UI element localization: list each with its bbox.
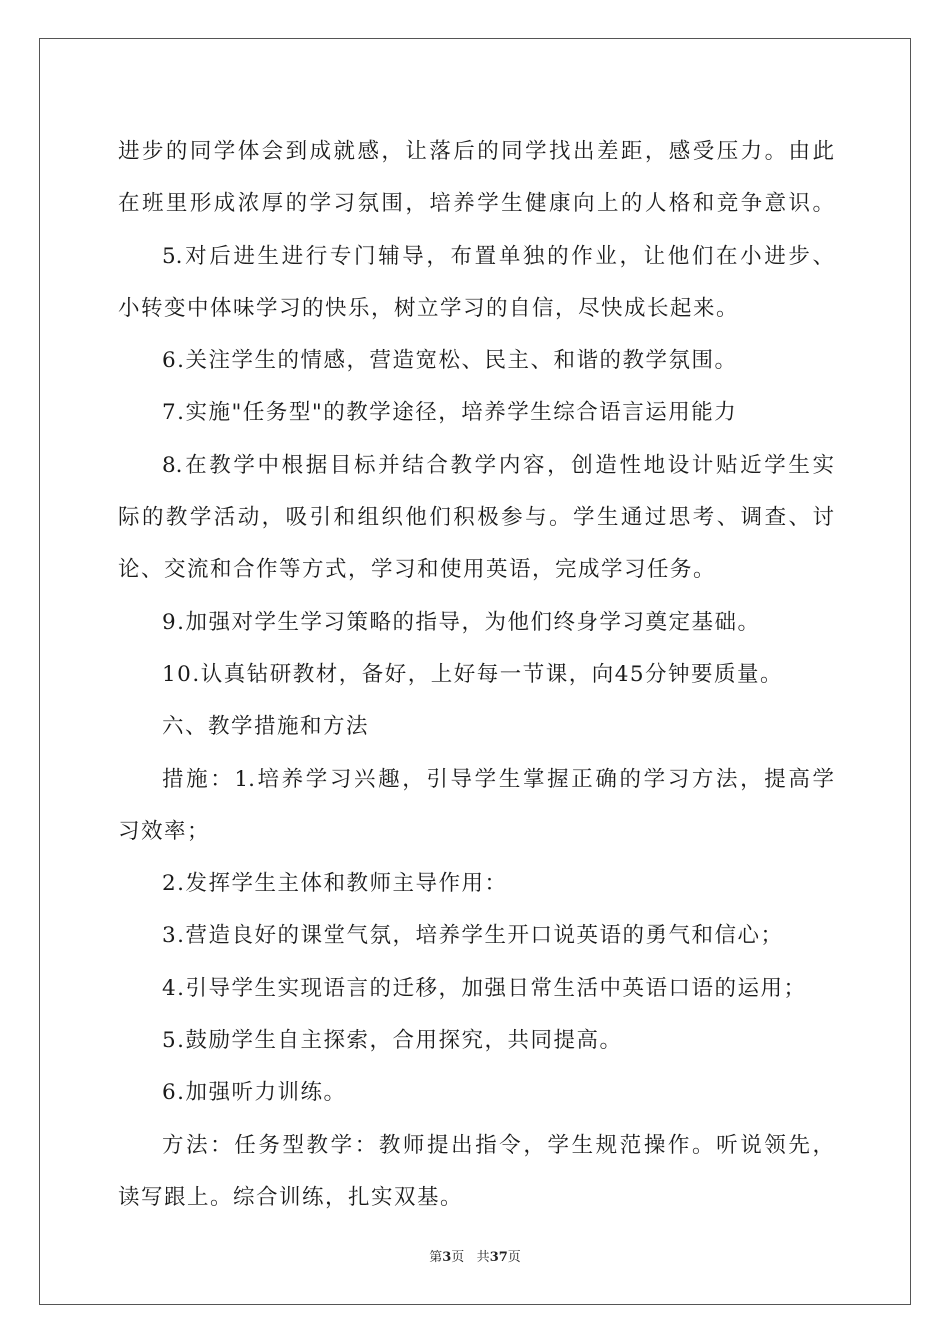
page-prefix: 第 xyxy=(429,1250,443,1265)
text-line: 4.引导学生实现语言的迁移，加强日常生活中英语口语的运用； xyxy=(162,975,807,1001)
text-line: 9.加强对学生学习策略的指导，为他们终身学习奠定基础。 xyxy=(162,609,761,635)
page-footer xyxy=(0,1246,950,1265)
text-line: 际的教学活动，吸引和组织他们积极参与。学生通过思考、调查、讨 xyxy=(118,505,834,531)
text-line: 8.在教学中根据目标并结合教学内容，创造性地设计贴近学生实 xyxy=(162,452,834,478)
text-line: 在班里形成浓厚的学习氛围，培养学生健康向上的人格和竞争意识。 xyxy=(118,191,834,217)
total-suffix: 页 xyxy=(507,1250,521,1265)
document-body xyxy=(118,126,834,1224)
text-line: 5.对后进生进行专门辅导，布置单独的作业，让他们在小进步、 xyxy=(162,243,834,269)
text-line: 习效率； xyxy=(118,818,211,844)
text-line: 方法：任务型教学：教师提出指令，学生规范操作。听说领先， xyxy=(162,1132,834,1158)
text-line: 3.营造良好的课堂气氛，培养学生开口说英语的勇气和信心； xyxy=(162,923,784,949)
section-heading: 六、教学措施和方法 xyxy=(162,714,370,740)
text-line: 读写跟上。综合训练，扎实双基。 xyxy=(118,1184,464,1210)
text-line: 10.认真钻研教材，备好，上好每一节课，向45分钟要质量。 xyxy=(162,661,784,687)
text-line: 措施：1.培养学习兴趣，引导学生掌握正确的学习方法，提高学 xyxy=(162,766,834,792)
text-line: 5.鼓励学生自主探索，合用探究，共同提高。 xyxy=(162,1028,623,1054)
text-line: 6.关注学生的情感，营造宽松、民主、和谐的教学氛围。 xyxy=(162,348,738,374)
text-line: 6.加强听力训练。 xyxy=(162,1080,347,1106)
page-number: 3 xyxy=(442,1250,452,1265)
text-line: 2.发挥学生主体和教师主导作用： xyxy=(162,871,508,897)
text-line: 小转变中体味学习的快乐，树立学习的自信，尽快成长起来。 xyxy=(118,295,740,321)
page-suffix: 页 xyxy=(451,1250,465,1265)
text-line: 进步的同学体会到成就感，让落后的同学找出差距，感受压力。由此 xyxy=(118,139,834,164)
text-line: 论、交流和合作等方式，学习和使用英语，完成学习任务。 xyxy=(118,557,717,583)
text-line: 7.实施"任务型"的教学途径，培养学生综合语言运用能力 xyxy=(162,400,738,426)
total-pages: 37 xyxy=(489,1250,508,1265)
total-prefix: 共 xyxy=(476,1250,490,1265)
